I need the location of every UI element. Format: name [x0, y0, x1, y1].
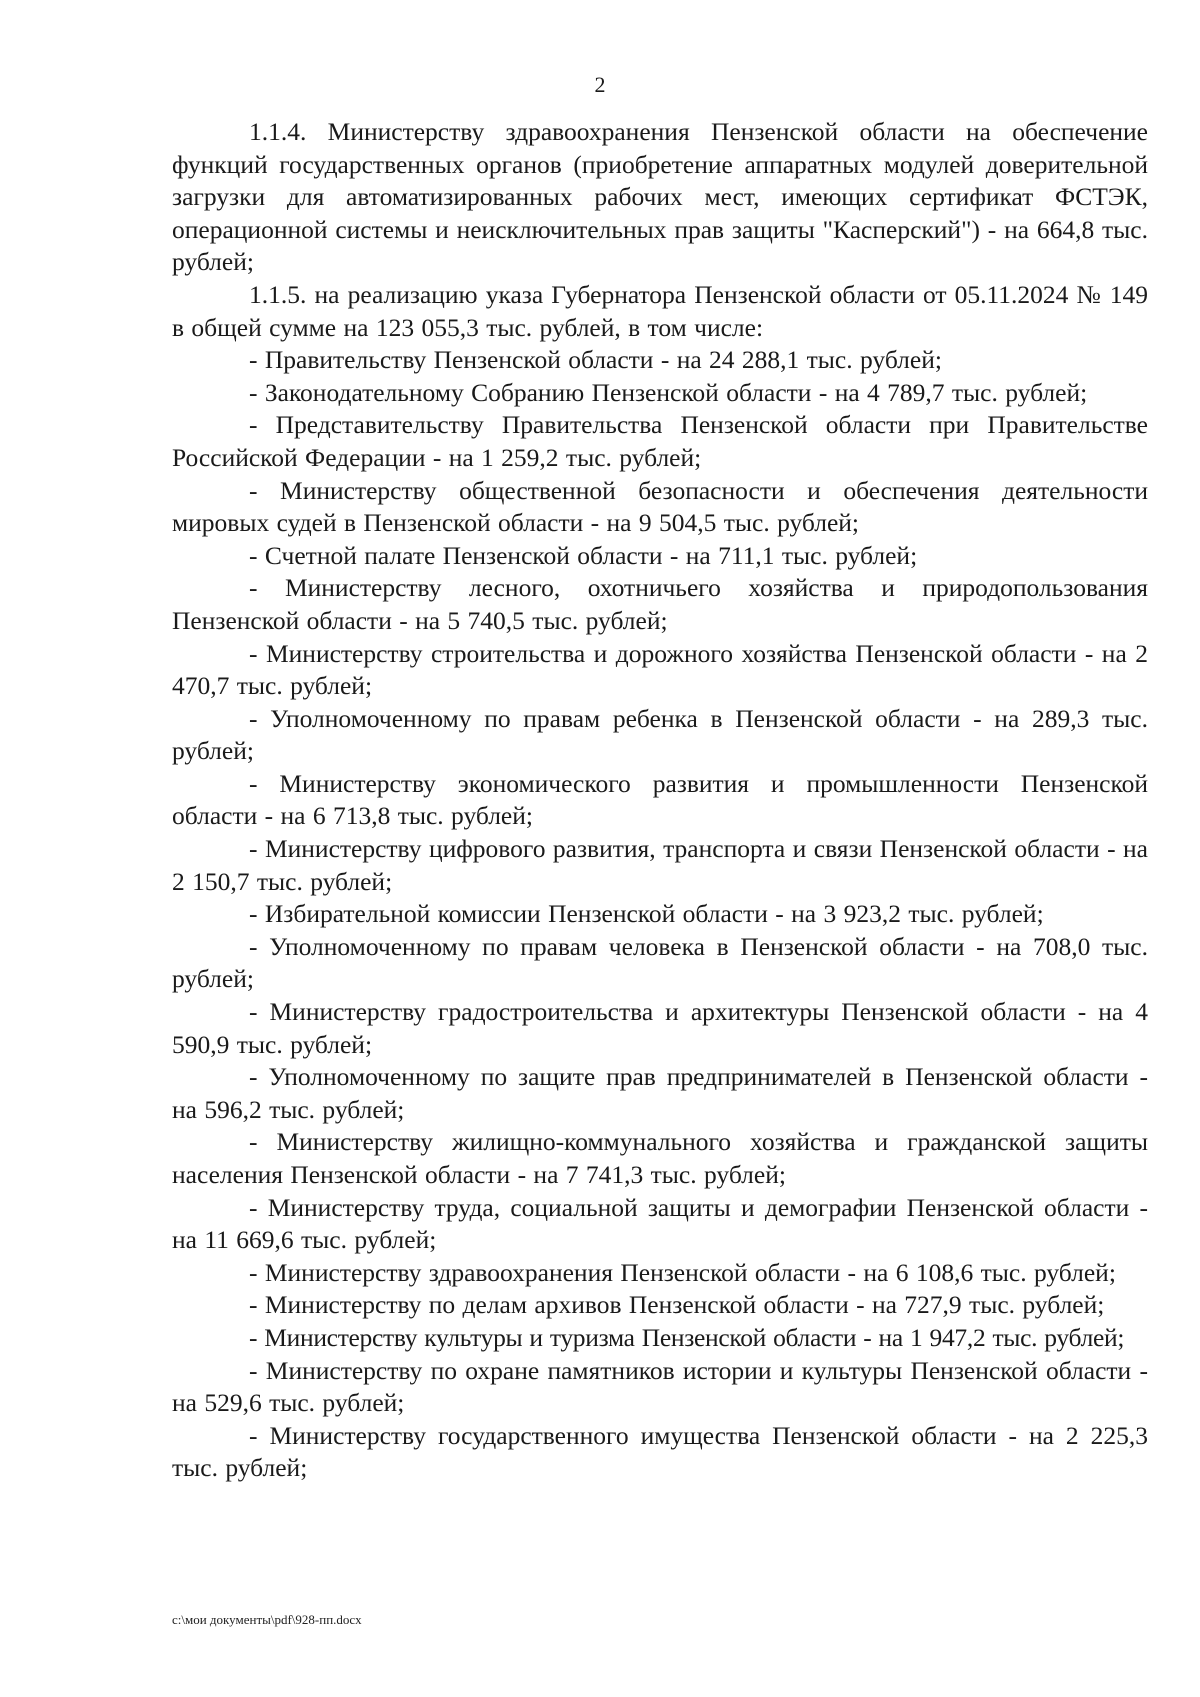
list-item: - Министерству строительства и дорожного хозяйства Пензенской области - на 2 470,7 тыс. рублей; — [172, 638, 1148, 701]
list-item: - Министерству труда, социальной защиты и демографии Пензенской области - на 11 669,6 тыс. рублей; — [172, 1192, 1148, 1255]
list-item: - Уполномоченному по правам человека в Пензенской области - на 708,0 тыс. рублей; — [172, 931, 1148, 994]
list-item: - Законодательному Собранию Пензенской области - на 4 789,7 тыс. рублей; — [249, 377, 1088, 407]
list-item: - Министерству градостроительства и архитектуры Пензенской области - на 4 590,9 тыс. рублей; — [172, 997, 1148, 1059]
list-item: - Министерству культуры и туризма Пензенской области - на 1 947,2 тыс. рублей; — [249, 1322, 1125, 1352]
list-item: - Министерству экономического развития и промышленности Пензенской области - на 6 713,8 тыс. рублей; — [172, 768, 1148, 831]
paragraph-1-1-5: 1.1.5. на реализацию указа Губернатора Пензенской области от 05.11.2024 № 149 в общей сумме на 123 055,3 тыс. рублей, в том числе: — [172, 279, 1148, 342]
list-item: - Министерству цифрового развития, транспорта и связи Пензенской области - на 2 150,7 тыс. рублей; — [172, 834, 1148, 896]
page-number: 2 — [594, 72, 606, 97]
list-item: - Счетной палате Пензенской области - на 711,1 тыс. рублей; — [249, 540, 918, 570]
list-item: - Правительству Пензенской области - на 24 288,1 тыс. рублей; — [249, 345, 942, 375]
list-item: - Министерству по охране памятников истории и культуры Пензенской области - на 529,6 тыс. рублей; — [172, 1355, 1148, 1418]
list-item: - Представительству Правительства Пензенской области при Правительстве Российской Федерации - на 1 259,2 тыс. рублей; — [172, 410, 1148, 472]
list-item: - Министерству жилищно-коммунального хозяйства и гражданской защиты населения Пензенской области - на 7 741,3 тыс. рублей; — [172, 1127, 1148, 1189]
paragraph-1-1-4: 1.1.4. Министерству здравоохранения Пензенской области на обеспечение функций государственных органов (приобретение аппаратных модулей доверительной загрузки для автоматизированных рабочих мест, имеющих сертификат ФСТЭК, операционной системы и неисключительных прав защиты "Касперский") - на 664,8 тыс. рублей; — [172, 117, 1148, 277]
list-item: - Избирательной комиссии Пензенской области - на 3 923,2 тыс. рублей; — [249, 899, 1044, 929]
list-item: - Министерству общественной безопасности и обеспечения деятельности мировых судей в Пензенской области - на 9 504,5 тыс. рублей; — [172, 475, 1148, 538]
list-item: - Министерству здравоохранения Пензенской области - на 6 108,6 тыс. рублей; — [249, 1257, 1116, 1287]
list-item: - Министерству государственного имущества Пензенской области - на 2 225,3 тыс. рублей; — [172, 1420, 1148, 1483]
list-item: - Министерству по делам архивов Пензенской области - на 727,9 тыс. рублей; — [249, 1290, 1105, 1320]
file-path-footer: c:\мои документы\pdf\928-пп.docx — [172, 1612, 362, 1627]
list-item: - Министерству лесного, охотничьего хозяйства и природопользования Пензенской области - на 5 740,5 тыс. рублей; — [172, 573, 1148, 635]
list-item: - Уполномоченному по правам ребенка в Пензенской области - на 289,3 тыс. рублей; — [172, 703, 1148, 766]
list-item: - Уполномоченному по защите прав предпринимателей в Пензенской области - на 596,2 тыс. рублей; — [172, 1062, 1148, 1124]
document-body — [172, 116, 1148, 1485]
